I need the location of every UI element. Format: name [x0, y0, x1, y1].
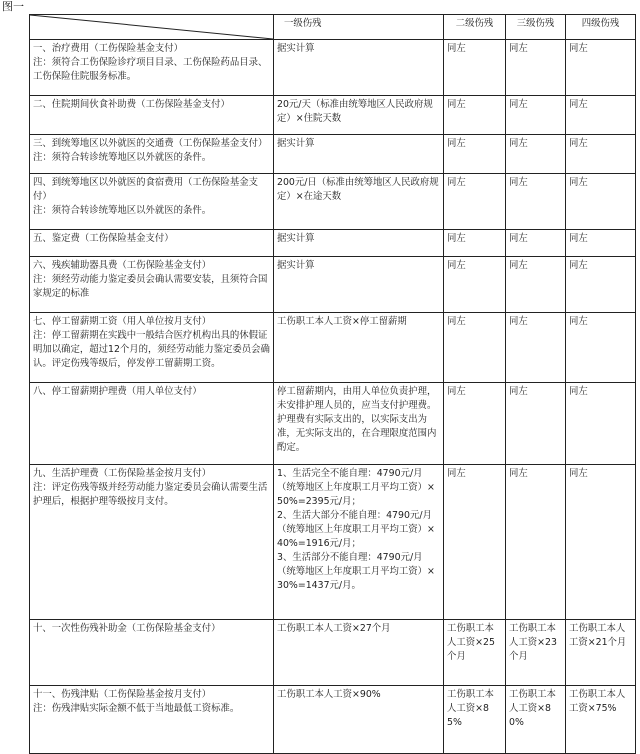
level4-cell: 同左: [566, 96, 636, 135]
item-cell: [30, 686, 274, 754]
level4-cell: 同左: [566, 465, 636, 620]
figure-label: 图一: [2, 0, 24, 13]
item-title: 二、住院期间伙食补助费（工伤保险基金支付）: [33, 99, 230, 110]
item-note: 注：须符合转诊统筹地区以外就医的条件。: [33, 205, 212, 216]
header-level3: 三级伤残: [506, 15, 566, 40]
header-level4: 四级伤残: [566, 15, 636, 40]
level3-cell: 同左: [506, 40, 566, 96]
item-cell: [30, 174, 274, 230]
level1-cell: 停工留薪期内，由用人单位负责护理，未安排护理人员的，应当支付护理费。护理费有实际支出的，以实际支出为准，无实际支出的，在合理限度范围内酌定。: [274, 383, 444, 465]
header-diagonal-cell: [30, 15, 274, 40]
item-title: 十一、伤残津贴（工伤保险基金按月支付）: [33, 689, 212, 700]
level2-cell: 同左: [444, 383, 506, 465]
level3-cell: 同左: [506, 135, 566, 174]
table-row: [30, 230, 636, 257]
level4-cell: 工伤职工本人工资×21个月: [566, 620, 636, 686]
level4-cell: 同左: [566, 174, 636, 230]
level1-cell: 1、生活完全不能自理：4790元/月（统筹地区上年度职工月平均工资）×50%=2395元/月； 2、生活大部分不能自理：4790元/月（统筹地区上年度职工月平均工资）×40%=1916元/月； 3、生活部分不能自理：4790元/月（统筹地区上年度职工月平均工资）×30%=1437元/月。: [274, 465, 444, 620]
item-title: 九、生活护理费（工伤保险基金按月支付）: [33, 468, 212, 479]
table-row: [30, 96, 636, 135]
item-note: 注：评定伤残等级并经劳动能力鉴定委员会确认需要生活护理后，根据护理等级按月支付。: [33, 482, 268, 507]
level3-cell: 同左: [506, 313, 566, 383]
item-cell: [30, 465, 274, 620]
item-note: 注：伤残津贴实际金额不低于当地最低工资标准。: [33, 703, 240, 714]
header-level1: 一级伤残: [274, 15, 444, 40]
item-title: 八、停工留薪期护理费（用人单位支付）: [33, 386, 202, 397]
level3-cell: 工伤职工本人工资×80%: [506, 686, 566, 754]
table-row: [30, 135, 636, 174]
item-cell: [30, 135, 274, 174]
item-note: 注：须经劳动能力鉴定委员会确认需要安装，且须符合国家规定的标准: [33, 274, 268, 299]
diagonal-line: [30, 15, 273, 39]
item-cell: [30, 40, 274, 96]
level1-cell: 据实计算: [274, 257, 444, 313]
level2-cell: 同左: [444, 257, 506, 313]
level3-cell: 同左: [506, 174, 566, 230]
level2-cell: 同左: [444, 230, 506, 257]
item-cell: [30, 313, 274, 383]
level2-cell: 工伤职工本人工资×25个月: [444, 620, 506, 686]
level2-cell: 同左: [444, 40, 506, 96]
level4-cell: 同左: [566, 230, 636, 257]
item-note: 注：停工留薪期在实践中一般结合医疗机构出具的休假证明加以确定，超过12个月的，须经劳动能力鉴定委员会确认。评定伤残等级后，停发停工留薪期工资。: [33, 330, 270, 369]
level3-cell: 同左: [506, 257, 566, 313]
level3-cell: 同左: [506, 230, 566, 257]
level1-cell: 200元/日（标准由统筹地区人民政府规定）×在途天数: [274, 174, 444, 230]
item-cell: [30, 230, 274, 257]
item-title: 七、停工留薪期工资（用人单位按月支付）: [33, 316, 212, 327]
item-title: 四、到统筹地区以外就医的食宿费用（工伤保险基金支付）: [33, 177, 259, 202]
table-row: [30, 313, 636, 383]
level1-cell: 20元/天（标准由统筹地区人民政府规定）×住院天数: [274, 96, 444, 135]
level2-cell: 工伤职工本人工资×85%: [444, 686, 506, 754]
level3-cell: 同左: [506, 96, 566, 135]
level2-cell: 同左: [444, 96, 506, 135]
item-cell: [30, 257, 274, 313]
level2-cell: 同左: [444, 135, 506, 174]
header-level2: 二级伤残: [444, 15, 506, 40]
level4-cell: 同左: [566, 313, 636, 383]
item-title: 六、残疾辅助器具费（工伤保险基金支付）: [33, 260, 212, 271]
level4-cell: 同左: [566, 257, 636, 313]
level4-cell: 同左: [566, 40, 636, 96]
table-row: [30, 686, 636, 754]
level1-cell: 据实计算: [274, 135, 444, 174]
table-row: [30, 257, 636, 313]
item-title: 十、一次性伤残补助金（工伤保险基金支付）: [33, 623, 221, 634]
item-title: 五、鉴定费（工伤保险基金支付）: [33, 233, 174, 244]
level2-cell: 同左: [444, 465, 506, 620]
level4-cell: 同左: [566, 383, 636, 465]
table-row: [30, 174, 636, 230]
table-header-row: [30, 15, 636, 40]
table-row: [30, 620, 636, 686]
level1-cell: 据实计算: [274, 230, 444, 257]
level3-cell: 同左: [506, 383, 566, 465]
table-row: [30, 465, 636, 620]
level1-cell: 据实计算: [274, 40, 444, 96]
level2-cell: 同左: [444, 313, 506, 383]
table-row: [30, 40, 636, 96]
level4-cell: 工伤职工本人工资×75%: [566, 686, 636, 754]
level1-cell: 工伤职工本人工资×停工留薪期: [274, 313, 444, 383]
item-title: 三、到统筹地区以外就医的交通费（工伤保险基金支付）: [33, 138, 268, 149]
level2-cell: 同左: [444, 174, 506, 230]
item-cell: [30, 383, 274, 465]
item-title: 一、治疗费用（工伤保险基金支付）: [33, 43, 184, 54]
level3-cell: 工伤职工本人工资×23个月: [506, 620, 566, 686]
level4-cell: 同左: [566, 135, 636, 174]
level1-cell: 工伤职工本人工资×90%: [274, 686, 444, 754]
item-note: 注：须符合工伤保险诊疗项目目录、工伤保险药品目录、工伤保险住院服务标准。: [33, 57, 268, 82]
level1-cell: 工伤职工本人工资×27个月: [274, 620, 444, 686]
level3-cell: 同左: [506, 465, 566, 620]
table-row: [30, 383, 636, 465]
item-note: 注：须符合转诊统筹地区以外就医的条件。: [33, 152, 212, 163]
compensation-table: [29, 14, 636, 754]
item-cell: [30, 620, 274, 686]
item-cell: [30, 96, 274, 135]
